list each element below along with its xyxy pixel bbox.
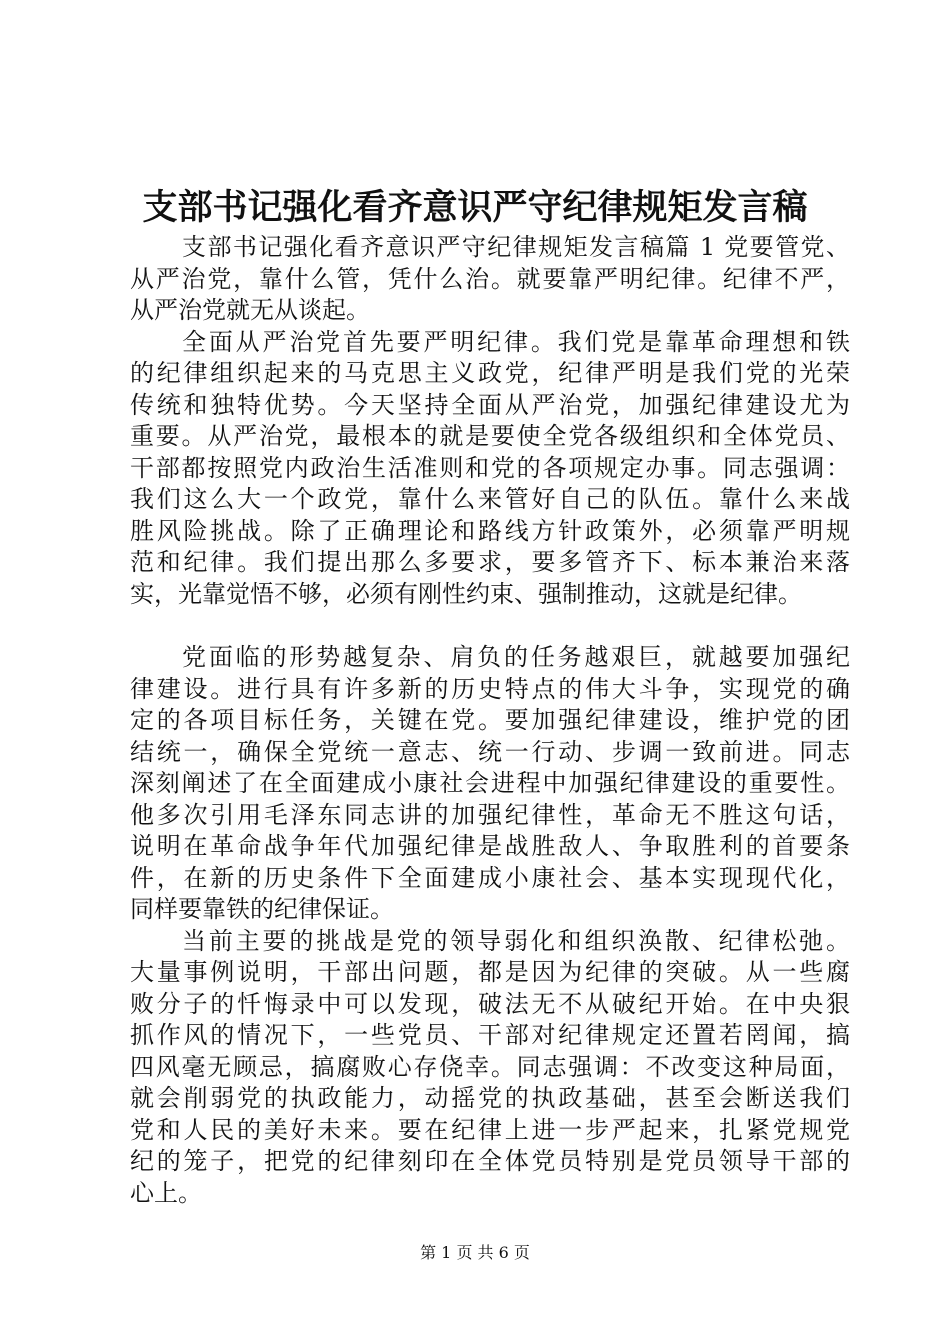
- text-line: 我们这么大一个政党，靠什么来管好自己的队伍。靠什么来战: [130, 485, 850, 513]
- text-line: 律建设。进行具有许多新的历史特点的伟大斗争，实现党的确: [130, 674, 850, 703]
- text-line: 从严治党就无从谈起。: [130, 296, 370, 324]
- text-line: 说明在革命战争年代加强纪律是战胜敌人、争取胜利的首要条: [130, 832, 850, 860]
- text-line: 实，光靠觉悟不够，必须有刚性约束、强制推动，这就是纪律。: [130, 579, 802, 608]
- text-line: 党面临的形势越复杂、肩负的任务越艰巨，就越要加强纪: [182, 643, 850, 671]
- paragraph: [130, 327, 850, 611]
- text-line: 胜风险挑战。除了正确理论和路线方针政策外，必须靠严明规: [130, 516, 850, 545]
- text-line: 败分子的忏悔录中可以发现，破法无不从破纪开始。在中央狠: [130, 989, 850, 1018]
- text-line: 件，在新的历史条件下全面建成小康社会、基本实现现代化，: [130, 863, 850, 892]
- text-line: 干部都按照党内政治生活准则和党的各项规定办事。同志强调：: [130, 453, 850, 482]
- text-line: 重要。从严治党，最根本的就是要使全党各级组织和全体党员、: [130, 422, 850, 450]
- paragraph: [130, 926, 850, 1210]
- paragraph-spacer: [130, 610, 850, 642]
- text-line: 他多次引用毛泽东同志讲的加强纪律性，革命无不胜这句话，: [130, 800, 850, 829]
- text-line: 四风毫无顾忌，搞腐败心存侥幸。同志强调：不改变这种局面，: [130, 1052, 850, 1081]
- text-line: 当前主要的挑战是党的领导弱化和组织涣散、纪律松弛。: [182, 926, 850, 955]
- paragraph: [130, 232, 850, 327]
- text-line: 结统一，确保全党统一意志、统一行动、步调一致前进。同志: [130, 737, 850, 766]
- text-line: 全面从严治党首先要严明纪律。我们党是靠革命理想和铁: [182, 327, 850, 356]
- text-line: 从严治党，靠什么管，凭什么治。就要靠严明纪律。纪律不严，: [130, 264, 850, 293]
- document-body: [130, 232, 850, 1209]
- text-line: 心上。: [130, 1178, 202, 1207]
- text-line: 的纪律组织起来的马克思主义政党，纪律严明是我们党的光荣: [130, 359, 850, 387]
- text-line: 大量事例说明，干部出问题，都是因为纪律的突破。从一些腐: [130, 958, 850, 986]
- document-title: 支部书记强化看齐意识严守纪律规矩发言稿: [142, 187, 808, 228]
- text-line: 就会削弱党的执政能力，动摇党的执政基础，甚至会断送我们: [130, 1084, 850, 1112]
- text-line: 抓作风的情况下，一些党员、干部对纪律规定还置若罔闻，搞: [130, 1021, 850, 1049]
- text-line: 定的各项目标任务，关键在党。要加强纪律建设，维护党的团: [130, 706, 850, 734]
- text-line: 传统和独特优势。今天坚持全面从严治党，加强纪律建设尤为: [130, 390, 850, 419]
- paragraph: [130, 642, 850, 926]
- text-line: 同样要靠铁的纪律保证。: [130, 895, 394, 923]
- text-line: 党和人民的美好未来。要在纪律上进一步严起来，扎紧党规党: [130, 1115, 850, 1144]
- text-line: 深刻阐述了在全面建成小康社会进程中加强纪律建设的重要性。: [130, 769, 850, 797]
- text-line: 纪的笼子，把党的纪律刻印在全体党员特别是党员领导干部的: [130, 1147, 850, 1175]
- text-line: 支部书记强化看齐意识严守纪律规矩发言稿篇 1 党要管党、: [182, 233, 850, 261]
- page-footer: 第 1 页 共 6 页: [420, 1243, 530, 1262]
- text-line: 范和纪律。我们提出那么多要求，要多管齐下、标本兼治来落: [130, 548, 850, 576]
